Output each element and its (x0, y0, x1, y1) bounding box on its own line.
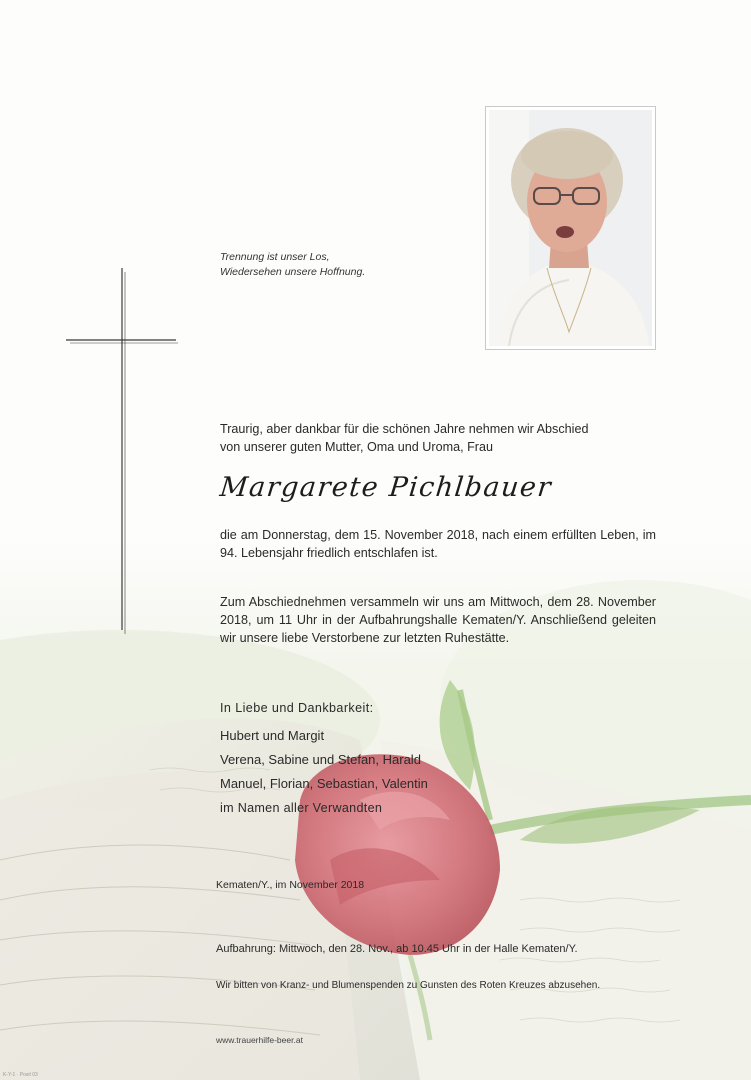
donation-request: Wir bitten von Kranz- und Blumenspenden zu Gunsten des Roten Kreuzes abzusehen. (216, 980, 601, 991)
cross-icon (66, 268, 178, 634)
intro-text (220, 420, 656, 456)
viewing-info: Aufbahrung: Mittwoch, den 28. Nov., ab 10.45 Uhr in der Halle Kematen/Y. (216, 943, 578, 955)
place-date: Kematen/Y., im November 2018 (216, 879, 365, 891)
mourner-line: Manuel, Florian, Sebastian, Valentin (220, 776, 428, 791)
death-notice: die am Donnerstag, dem 15. November 2018, nach einem erfüllten Leben, im 94. Lebensjahr friedlich entschlafen ist. (220, 528, 656, 560)
farewell-notice: Zum Abschiednehmen versammeln wir uns am Mittwoch, dem 28. November 2018, um 11 Uhr in der Aufbahrungshalle Kematen/Y. Anschließend geleiten wir unsere liebe Verstorbene zur letzten Ruhestätte. (220, 595, 656, 645)
mourner-line: Hubert und Margit (220, 728, 325, 743)
mourner-line: Verena, Sabine und Stefan, Harald (220, 752, 421, 767)
intro-line-2: von unserer guten Mutter, Oma und Uroma, Frau (220, 440, 493, 454)
website-link[interactable]: www.trauerhilfe-beer.at (216, 1035, 303, 1045)
mourners-list (220, 698, 428, 820)
corner-code: K-Y-1 · Posit 03 (3, 1072, 38, 1078)
deceased-name: Margarete Pichlbauer (218, 472, 554, 503)
motto-line-1: Trennung ist unser Los, (220, 251, 330, 263)
portrait-photo-frame (485, 106, 656, 350)
mourner-line: im Namen aller Verwandten (220, 801, 383, 815)
motto-verse (220, 250, 365, 280)
intro-line-1: Traurig, aber dankbar für die schönen Jahre nehmen wir Abschied (220, 422, 589, 436)
portrait-photo (489, 110, 652, 346)
mourners-heading: In Liebe und Dankbarkeit: (220, 701, 374, 715)
motto-line-2: Wiedersehen unsere Hoffnung. (220, 266, 366, 278)
